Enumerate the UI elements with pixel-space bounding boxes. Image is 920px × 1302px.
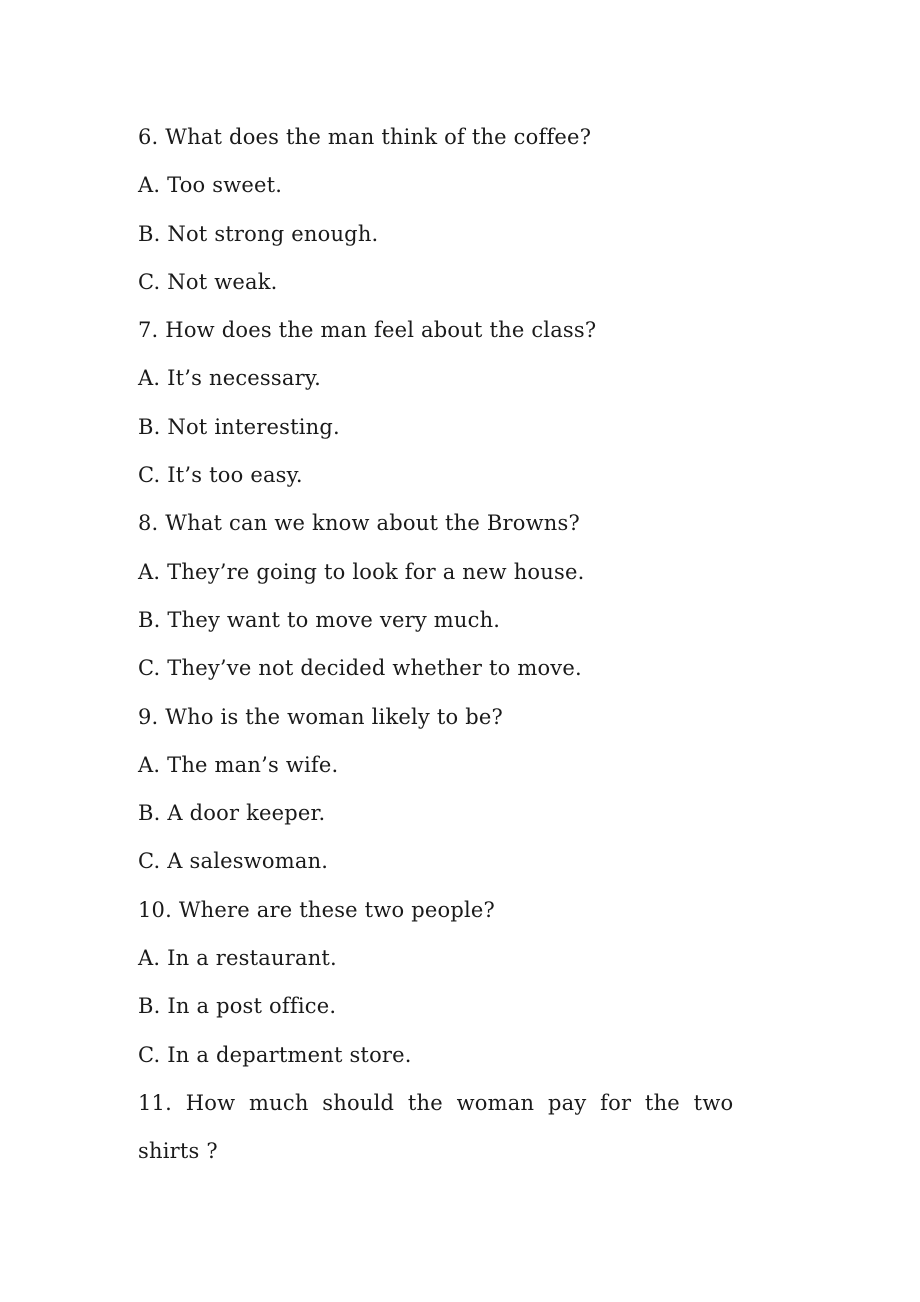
question-9-option-b: B. A door keeper. — [138, 801, 326, 826]
question-8-option-b: B. They want to move very much. — [138, 607, 501, 632]
question-9-stem: 9. Who is the woman likely to be? — [138, 704, 503, 729]
question-10-option-c: C. In a department store. — [138, 1042, 412, 1067]
question-10-stem: 10. Where are these two people? — [138, 897, 495, 922]
question-11-stem-line-1: 11. How much should the woman pay for the two — [138, 1090, 734, 1115]
question-10-option-b: B. In a post office. — [138, 994, 337, 1019]
question-9-option-c: C. A saleswoman. — [138, 849, 329, 874]
question-list — [138, 116, 783, 1179]
question-6-stem: 6. What does the man think of the coffee? — [138, 125, 592, 149]
question-6-option-a: A. Too sweet. — [138, 173, 283, 198]
question-7-option-c: C. It’s too easy. — [138, 463, 303, 488]
question-6-option-b: B. Not strong enough. — [138, 221, 379, 246]
question-9-option-a: A. The man’s wife. — [138, 752, 339, 777]
question-6-option-c: C. Not weak. — [138, 269, 278, 294]
question-7-option-a: A. It’s necessary. — [138, 366, 321, 391]
question-8-option-c: C. They’ve not decided whether to move. — [138, 656, 582, 681]
question-8-stem: 8. What can we know about the Browns? — [138, 511, 580, 536]
question-7-option-b: B. Not interesting. — [138, 414, 340, 439]
question-10-option-a: A. In a restaurant. — [138, 946, 337, 971]
question-11-stem-line-2: shirts ? — [138, 1139, 218, 1164]
question-7-stem: 7. How does the man feel about the class? — [138, 318, 597, 343]
question-8-option-a: A. They’re going to look for a new house. — [138, 559, 585, 584]
